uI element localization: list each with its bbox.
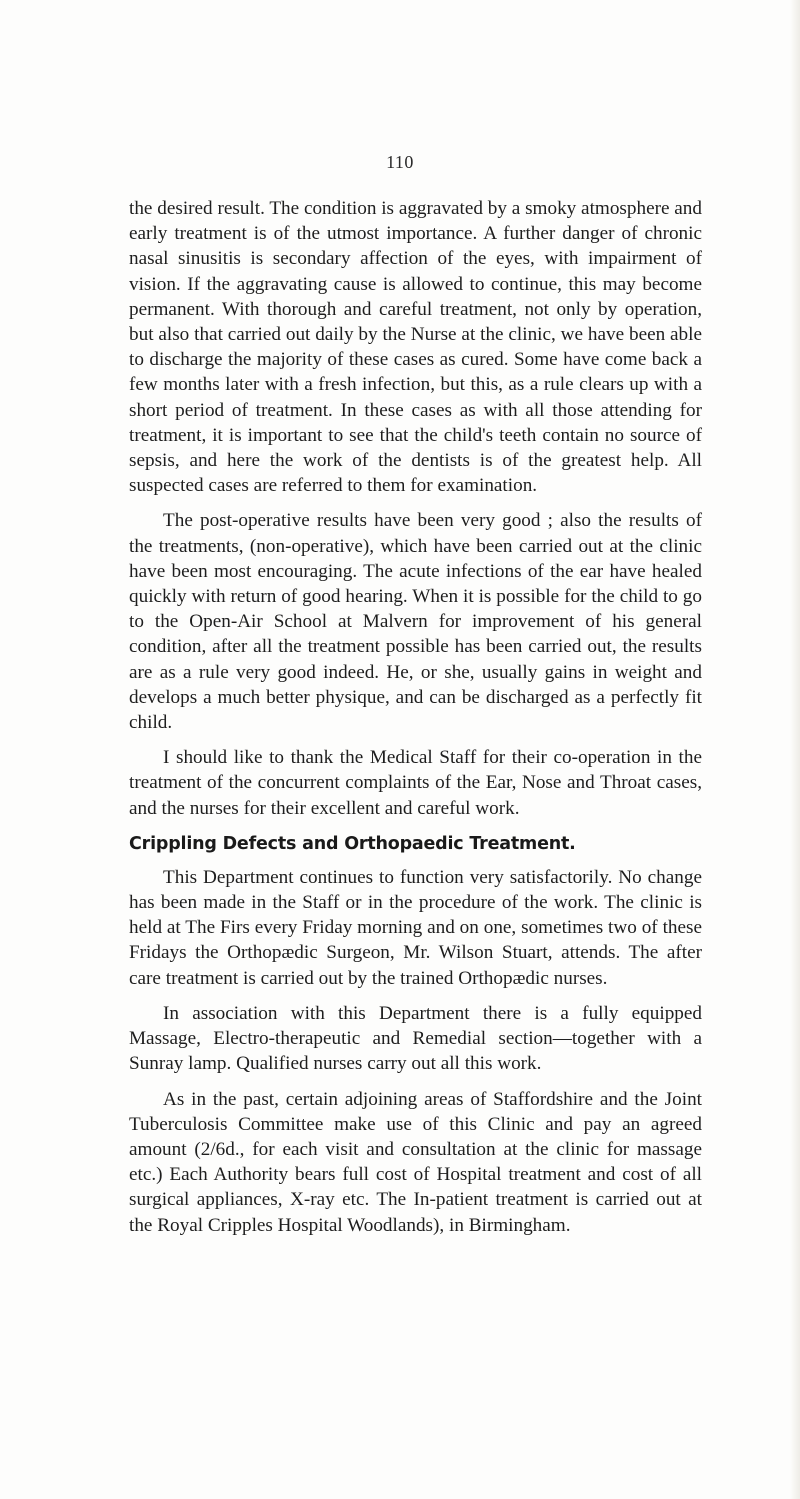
page-edge-shadow bbox=[790, 0, 800, 1499]
paragraph-massage-section: In association with this Department there is a fully equipped Massage, Electro-therapeutic and Remedial section—together with a Sunray lamp. Qualified nurses carry out all this work. bbox=[129, 1002, 702, 1075]
page-number: 110 bbox=[386, 152, 414, 172]
paragraph-post-operative-results: The post-operative results have been very good ; also the results of the treatments, (non-operative), which have been carried out at the clinic have been most encouraging. The acute infections of the ear have healed quickly with return of good hearing. When it is possible for the child to go to the Open-Air School at Malvern for improvement of his general condition, after all the treatment possible has been carried out, the results are as a rule very good indeed. He, or she, usually gains in weight and develops a much better physique, and can be discharged as a perfectly fit child. bbox=[129, 510, 702, 734]
paragraph-department-function: This Department continues to function very satisfactorily. No change has been made in the Staff or in the procedure of the work. The clinic is held at The Firs every Friday morning and on one, sometimes two of these Fridays the Orthopædic Surgeon, Mr. Wilson Stuart, attends. The after care treatment is carried out by the trained Orthopædic nurses. bbox=[129, 866, 702, 989]
paragraph-adjoining-areas: As in the past, certain adjoining areas of Staffordshire and the Joint Tuberculosis Committee make use of this Clinic and pay an agreed amount (2/6d., for each visit and consultation at the clinic for massage etc.) Each Authority bears full cost of Hospital treatment and cost of all surgical appliances, X-ray etc. The In-patient treatment is carried out at the Royal Cripples Hospital Woodlands), in Birmingham. bbox=[129, 1088, 702, 1236]
paragraph-acknowledgement: I should like to thank the Medical Staff for their co-operation in the treatment of the concurrent complaints of the Ear, Nose and Throat cases, and the nurses for their excellent and careful work. bbox=[129, 747, 702, 819]
page-body bbox=[129, 196, 702, 1238]
paragraph-continued: the desired result. The condition is aggravated by a smoky atmosphere and early treatment is of the utmost importance. A further danger of chronic nasal sinusitis is secondary affection of the eyes, with impairment of vision. If the aggravating cause is allowed to continue, this may become permanent. With thorough and careful treatment, not only by operation, but also that carried out daily by the Nurse at the clinic, we have been able to discharge the majority of these cases as cured. Some have come back a few months later with a fresh infection, but this, as a rule clears up with a short period of treatment. In these cases as with all those attending for treatment, it is important to see that the child's teeth contain no source of sepsis, and here the work of the dentists is of the greatest help. All suspected cases are referred to them for examination. bbox=[129, 198, 702, 497]
section-heading: Crippling Defects and Orthopaedic Treatment. bbox=[129, 833, 576, 854]
